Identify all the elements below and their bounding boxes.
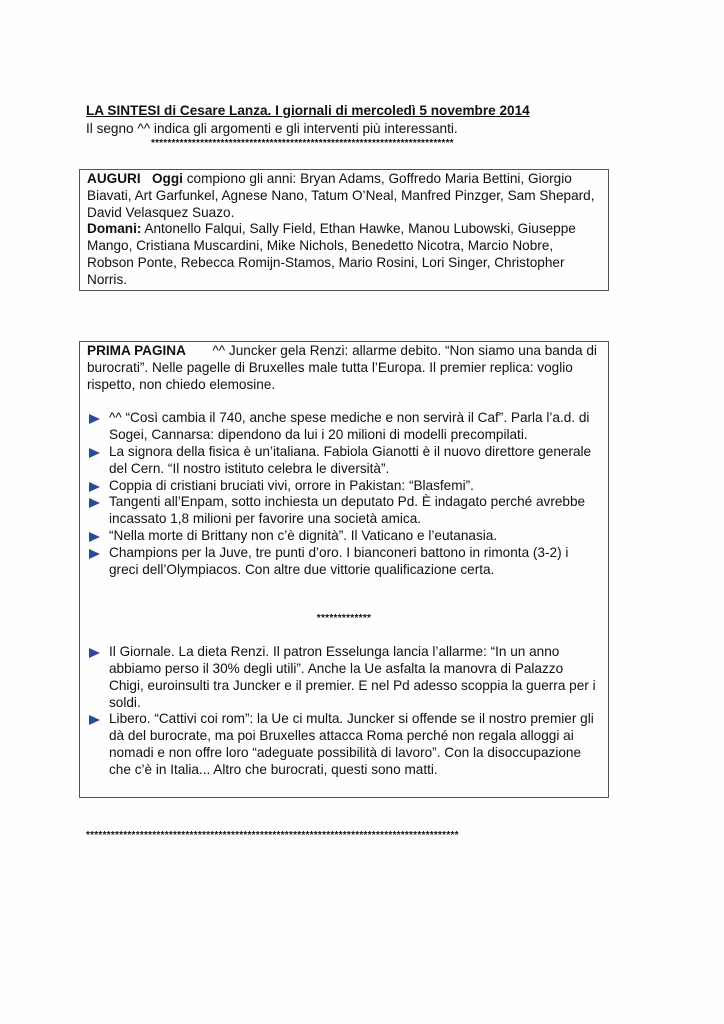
list-item-text: Tangenti all’Enpam, sotto inchiesta un deputato Pd. È indagato perché avrebbe incassato 1,8 milioni per favorire una società amica. <box>109 494 586 527</box>
bullet-arrow-icon <box>89 414 100 424</box>
list-item <box>87 478 601 495</box>
news-list <box>87 410 601 578</box>
list-item-text: Libero. “Cattivi coi rom”: la Ue ci multa. Juncker si offende se il nostro premier gli dà del burocrate, ma poi Bruxelles attacca Roma perché non regala alloggi ai nomadi e non offre loro “adeguate possibilità di lavoro”. Con la disoccupazione che c’è in Italia... Altro che burocrati, questi sono matti. <box>109 711 594 777</box>
bullet-arrow-icon <box>89 482 100 492</box>
domani-text: Antonello Falqui, Sally Field, Ethan Hawke, Manou Lubowski, Giuseppe Mango, Cristiana Muscardini, Mike Nichols, Benedetto Nicotra, Marcio Nobre, Robson Ponte, Rebecca Romijn-Stamos, Mario Rosini, Lori Singer, Christopher Norris. <box>87 221 576 287</box>
list-item <box>87 545 601 579</box>
list-item-text: Champions per la Juve, tre punti d’oro. I bianconeri battono in rimonta (3-2) i greci dell’Olympiacos. Con altre due vittorie qualificazione certa. <box>109 544 569 577</box>
list-item-text: ^^ “Così cambia il 740, anche spese mediche e non servirà il Caf”. Parla l’a.d. di Sogei, Cannarsa: dipendono da lui i 20 milioni di modelli precompilati. <box>109 410 590 443</box>
bullet-arrow-icon <box>89 549 100 559</box>
bullet-arrow-icon <box>89 715 100 725</box>
bullet-arrow-icon <box>89 498 100 508</box>
press-list <box>87 644 601 778</box>
auguri-oggi-paragraph <box>87 171 601 221</box>
document-subtitle: Il segno ^^ indica gli argomenti e gli interventi più interessanti. <box>86 121 458 136</box>
prima-pagina-lead-paragraph <box>87 343 601 393</box>
bullet-arrow-icon <box>89 648 100 658</box>
section-separator: ************* <box>316 613 372 625</box>
prima-pagina-lead: ^^ Juncker gela Renzi: allarme debito. “Non siamo una banda di burocrati”. Nelle pagelle di Bruxelles male tutta l’Europa. Il premier replica: voglio rispetto, non chiedo elemosine. <box>87 343 597 392</box>
list-item-text: Il Giornale. La dieta Renzi. Il patron Esselunga lancia l’allarme: “In un anno abbiamo perso il 30% degli utili”. Anche la Ue asfalta la manovra di Palazzo Chigi, euroinsulti tra Juncker e il premier. E nel Pd adesso scoppia la guerra per i soldi. <box>109 644 596 710</box>
bullet-arrow-icon <box>89 532 100 542</box>
domani-label: Domani: <box>87 221 142 237</box>
prima-pagina-label: PRIMA PAGINA <box>87 343 186 358</box>
bullet-arrow-icon <box>89 448 100 458</box>
list-item <box>87 644 601 711</box>
list-item <box>87 410 601 444</box>
auguri-label: AUGURI <box>87 171 141 186</box>
list-item <box>87 444 601 478</box>
footer-separator: ****************************************************************************************** <box>86 830 459 841</box>
list-item-text: Coppia di cristiani bruciati vivi, orrore in Pakistan: “Blasfemi”. <box>109 477 474 493</box>
list-item-text: “Nella morte di Brittany non c’è dignità”. Il Vaticano e l’eutanasia. <box>109 527 498 543</box>
list-item <box>87 711 601 778</box>
document-title: LA SINTESI di Cesare Lanza. I giornali di mercoledì 5 novembre 2014 <box>86 103 530 118</box>
prima-pagina-box <box>79 341 609 798</box>
list-item <box>87 528 601 545</box>
list-item <box>87 494 601 528</box>
oggi-label: Oggi <box>151 171 183 186</box>
oggi-text: compiono gli anni: Bryan Adams, Goffredo Maria Bettini, Giorgio Biavati, Art Garfunkel, Agnese Nano, Tatum O’Neal, Manfred Pinzger, Sam Shepard, David Velasquez Suazo. <box>87 171 595 220</box>
auguri-domani-paragraph <box>87 221 601 288</box>
header-separator: ************************************************************************** <box>151 138 454 149</box>
auguri-box <box>79 169 609 291</box>
list-item-text: La signora della fisica è un’italiana. Fabiola Gianotti è il nuovo direttore generale del Cern. “Il nostro istituto celebra le diversità”. <box>109 443 592 476</box>
